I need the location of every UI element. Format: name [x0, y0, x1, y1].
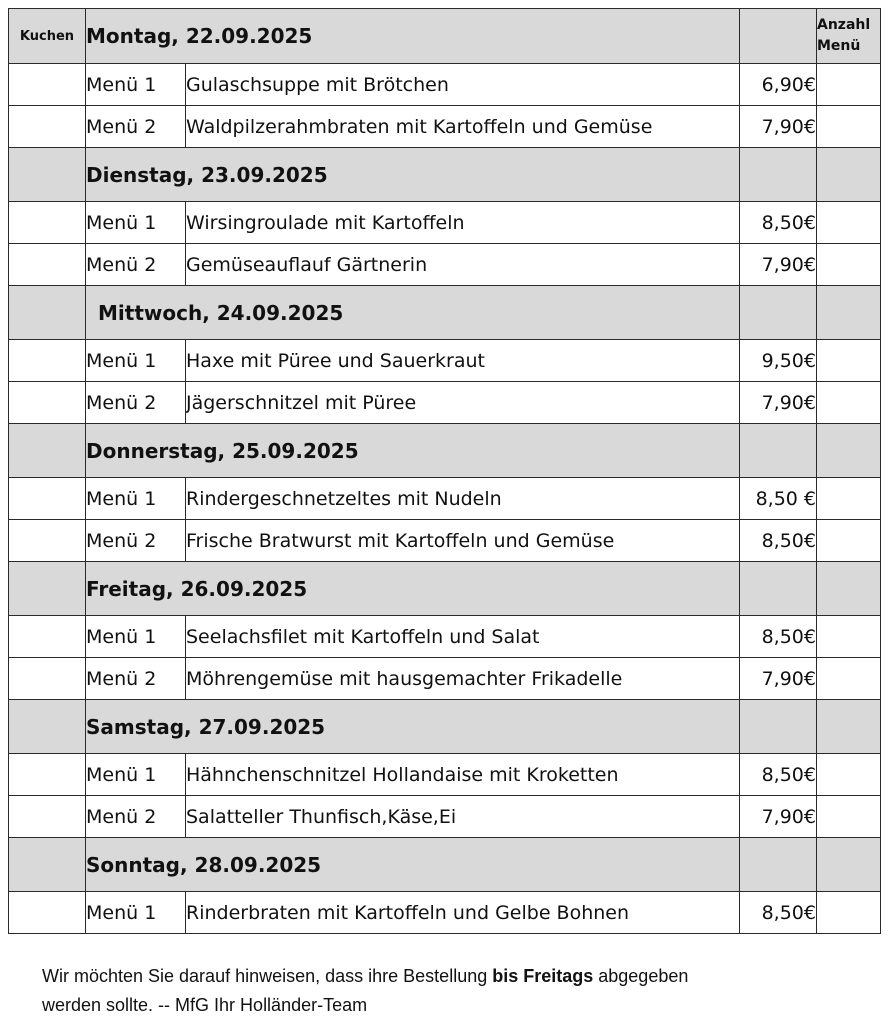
price: 8,50 € [740, 478, 817, 520]
notice-text-end: abgegeben [593, 966, 689, 986]
menu-row [9, 106, 881, 148]
day-heading-sunday: Sonntag, 28.09.2025 [86, 838, 740, 892]
kuchen-cell[interactable] [9, 700, 86, 754]
anzahl-cell [817, 286, 881, 340]
day-row-sunday [9, 838, 881, 892]
menu-label: Menü 1 [86, 478, 186, 520]
anzahl-cell[interactable] [817, 340, 881, 382]
menu-label: Menü 2 [86, 244, 186, 286]
menu-row [9, 478, 881, 520]
anzahl-cell[interactable] [817, 106, 881, 148]
dish-name: Wirsingroulade mit Kartoffeln [186, 202, 740, 244]
anzahl-cell [817, 148, 881, 202]
menu-label: Menü 1 [86, 202, 186, 244]
menu-label: Menü 1 [86, 340, 186, 382]
price: 8,50€ [740, 892, 817, 934]
price: 8,50€ [740, 616, 817, 658]
anzahl-label: Anzahl [817, 17, 871, 33]
price: 7,90€ [740, 382, 817, 424]
header-row [9, 9, 881, 64]
anzahl-cell[interactable] [817, 796, 881, 838]
day-heading-friday: Freitag, 26.09.2025 [86, 562, 740, 616]
kuchen-cell[interactable] [9, 424, 86, 478]
anzahl-cell [817, 838, 881, 892]
price-cell [740, 562, 817, 616]
kuchen-cell[interactable] [9, 382, 86, 424]
menu-row [9, 796, 881, 838]
notice-deadline: bis Freitags [492, 966, 594, 986]
kuchen-cell[interactable] [9, 64, 86, 106]
kuchen-cell[interactable] [9, 202, 86, 244]
day-row-wednesday [9, 286, 881, 340]
dish-name: Seelachsfilet mit Kartoffeln und Salat [186, 616, 740, 658]
menu-label: Menü 2 [86, 658, 186, 700]
anzahl-cell[interactable] [817, 478, 881, 520]
price: 7,90€ [740, 658, 817, 700]
anzahl-cell[interactable] [817, 244, 881, 286]
price-cell [740, 424, 817, 478]
menu-row [9, 202, 881, 244]
dish-name: Jägerschnitzel mit Püree [186, 382, 740, 424]
dish-name: Salatteller Thunfisch,Käse,Ei [186, 796, 740, 838]
price: 8,50€ [740, 754, 817, 796]
price-header-cell [740, 9, 817, 64]
kuchen-cell[interactable] [9, 796, 86, 838]
price: 7,90€ [740, 796, 817, 838]
anzahl-cell[interactable] [817, 754, 881, 796]
kuchen-cell[interactable] [9, 244, 86, 286]
kuchen-cell[interactable] [9, 616, 86, 658]
price-cell [740, 286, 817, 340]
anzahl-menu-label: Menü [817, 38, 861, 54]
menu-row [9, 244, 881, 286]
menu-label: Menü 2 [86, 106, 186, 148]
notice-text-start: Wir möchten Sie darauf hinweisen, dass ihre Bestellung [42, 966, 493, 986]
anzahl-menu-header [817, 9, 881, 64]
anzahl-cell[interactable] [817, 202, 881, 244]
menu-label: Menü 2 [86, 382, 186, 424]
dish-name: Haxe mit Püree und Sauerkraut [186, 340, 740, 382]
price: 6,90€ [740, 64, 817, 106]
kuchen-cell[interactable] [9, 520, 86, 562]
anzahl-cell [817, 424, 881, 478]
menu-row [9, 892, 881, 934]
menu-label: Menü 1 [86, 892, 186, 934]
kuchen-cell[interactable] [9, 148, 86, 202]
anzahl-cell[interactable] [817, 892, 881, 934]
kuchen-cell[interactable] [9, 562, 86, 616]
menu-row [9, 520, 881, 562]
day-row-thursday [9, 424, 881, 478]
anzahl-cell [817, 700, 881, 754]
anzahl-cell[interactable] [817, 382, 881, 424]
menu-row [9, 340, 881, 382]
dish-name: Gemüseauflauf Gärtnerin [186, 244, 740, 286]
price: 8,50€ [740, 202, 817, 244]
kuchen-cell[interactable] [9, 838, 86, 892]
anzahl-cell[interactable] [817, 616, 881, 658]
kuchen-cell[interactable] [9, 892, 86, 934]
menu-label: Menü 2 [86, 520, 186, 562]
kuchen-cell[interactable] [9, 658, 86, 700]
menu-label: Menü 1 [86, 64, 186, 106]
kuchen-cell[interactable] [9, 106, 86, 148]
kuchen-header: Kuchen [9, 9, 86, 64]
kuchen-cell[interactable] [9, 478, 86, 520]
notice-signoff: werden sollte. -- MfG Ihr Holländer-Team [42, 995, 368, 1015]
dish-name: Gulaschsuppe mit Brötchen [186, 64, 740, 106]
kuchen-cell[interactable] [9, 340, 86, 382]
dish-name: Möhrengemüse mit hausgemachter Frikadelle [186, 658, 740, 700]
menu-row [9, 616, 881, 658]
dish-name: Frische Bratwurst mit Kartoffeln und Gemüse [186, 520, 740, 562]
anzahl-cell[interactable] [817, 520, 881, 562]
price: 9,50€ [740, 340, 817, 382]
day-heading-saturday: Samstag, 27.09.2025 [86, 700, 740, 754]
day-heading-thursday: Donnerstag, 25.09.2025 [86, 424, 740, 478]
price-cell [740, 148, 817, 202]
dish-name: Waldpilzerahmbraten mit Kartoffeln und Gemüse [186, 106, 740, 148]
price: 7,90€ [740, 244, 817, 286]
day-heading-monday: Montag, 22.09.2025 [86, 9, 740, 64]
price: 8,50€ [740, 520, 817, 562]
anzahl-cell[interactable] [817, 658, 881, 700]
day-heading-tuesday: Dienstag, 23.09.2025 [86, 148, 740, 202]
price-cell [740, 700, 817, 754]
day-heading-wednesday: Mittwoch, 24.09.2025 [86, 286, 740, 340]
anzahl-cell[interactable] [817, 64, 881, 106]
dish-name: Hähnchenschnitzel Hollandaise mit Kroketten [186, 754, 740, 796]
kuchen-cell[interactable] [9, 286, 86, 340]
day-row-saturday [9, 700, 881, 754]
kuchen-cell[interactable] [9, 754, 86, 796]
menu-row [9, 64, 881, 106]
dish-name: Rindergeschnetzeltes mit Nudeln [186, 478, 740, 520]
day-row-friday [9, 562, 881, 616]
menu-label: Menü 2 [86, 796, 186, 838]
menu-label: Menü 1 [86, 616, 186, 658]
order-notice [42, 962, 862, 1020]
dish-name: Rinderbraten mit Kartoffeln und Gelbe Bohnen [186, 892, 740, 934]
price: 7,90€ [740, 106, 817, 148]
menu-row [9, 382, 881, 424]
menu-label: Menü 1 [86, 754, 186, 796]
price-cell [740, 838, 817, 892]
weekly-menu-table [8, 8, 881, 934]
anzahl-cell [817, 562, 881, 616]
menu-row [9, 658, 881, 700]
day-row-tuesday [9, 148, 881, 202]
menu-row [9, 754, 881, 796]
